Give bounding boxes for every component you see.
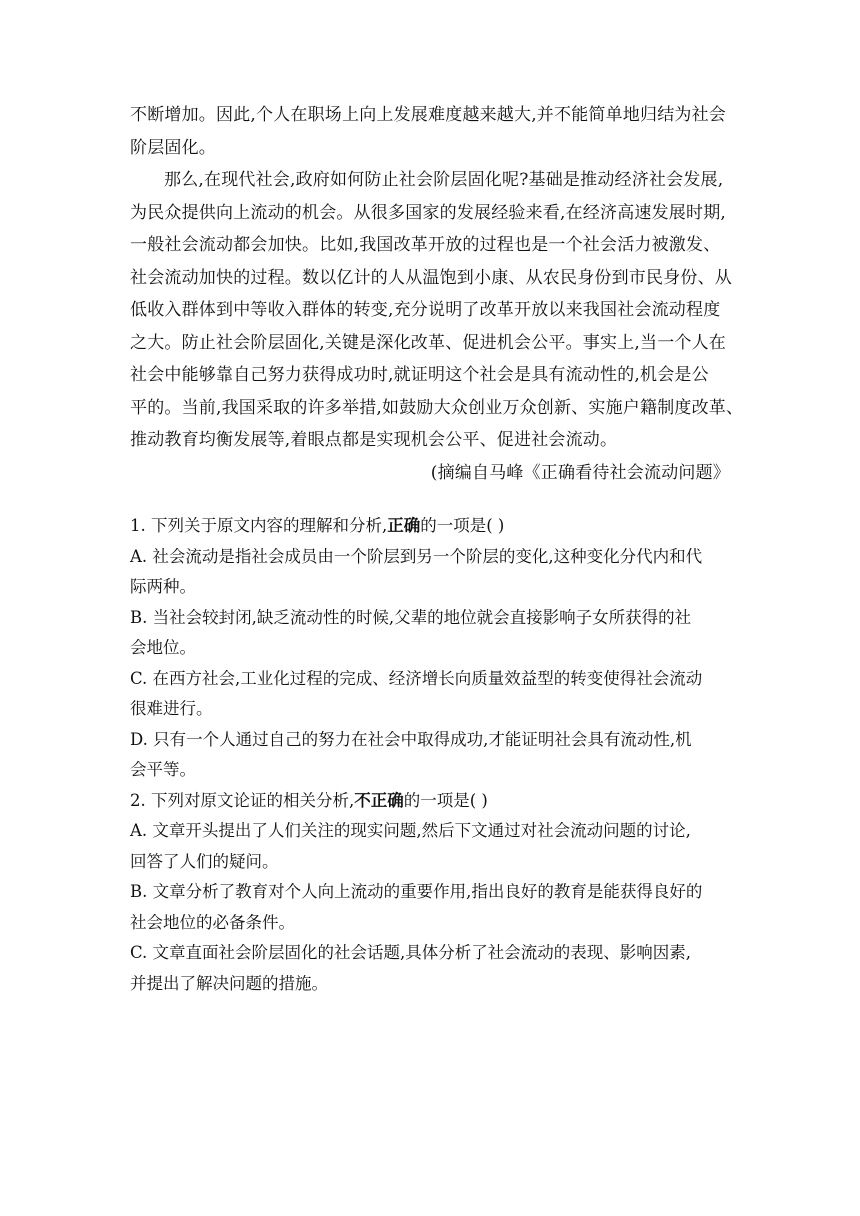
option-line: B. 当社会较封闭,缺乏流动性的时候,父辈的地位就会直接影响子女所获得的社 — [130, 607, 692, 627]
option-line: C. 文章直面社会阶层固化的社会话题,具体分析了社会流动的表现、影响因素, — [130, 943, 692, 962]
question-stem-emphasis: 不正确 — [354, 790, 404, 810]
passage-line: 推动教育均衡发展等,着眼点都是实现机会公平、促进社会流动。 — [130, 430, 618, 450]
passage-paragraph-2 — [130, 164, 744, 457]
question-stem-prefix: 2. 下列对原文论证的相关分析, — [130, 790, 355, 810]
option-line: 会平等。 — [130, 760, 196, 779]
option-line: 并提出了解决问题的措施。 — [130, 973, 328, 993]
option-line: A. 文章开头提出了人们关注的现实问题,然后下文通过对社会流动问题的讨论, — [130, 821, 691, 840]
option-line: C. 在西方社会,工业化过程的完成、经济增长向质量效益型的转变使得社会流动 — [130, 668, 703, 688]
option-a — [130, 816, 730, 877]
passage-line: 阶层固化。 — [130, 137, 216, 158]
passage-line: 一般社会流动都会加快。比如,我国改革开放的过程也是一个社会活力被激发、 — [130, 235, 721, 255]
passage-line: 社会中能够靠自己努力获得成功时,就证明这个社会是具有流动性的,机会是公 — [130, 365, 709, 385]
option-b — [130, 603, 730, 664]
passage-line: 平的。当前,我国采取的许多举措,如鼓励大众创业万众创新、实施户籍制度改革、 — [130, 397, 744, 418]
question-1 — [130, 511, 730, 786]
option-line: 很难进行。 — [130, 699, 213, 718]
option-line: D. 只有一个人通过自己的努力在社会中取得成功,才能证明社会具有流动性,机 — [130, 729, 692, 749]
passage-line: 低收入群体到中等收入群体的转变,充分说明了改革开放以来我国社会流动程度 — [130, 300, 721, 320]
passage — [130, 99, 744, 489]
option-line: B. 文章分析了教育对个人向上流动的重要作用,指出良好的教育是能获得良好的 — [130, 882, 703, 901]
option-d — [130, 725, 730, 786]
question-stem — [130, 511, 730, 542]
option-c — [130, 664, 730, 725]
passage-source: (摘编自马峰《正确看待社会流动问题》 — [430, 462, 730, 483]
passage-paragraph-1 — [130, 99, 730, 164]
passage-line: 之大。防止社会阶层固化,关键是深化改革、促进机会公平。事实上,当一个人在 — [130, 332, 727, 353]
option-a — [130, 542, 730, 603]
option-c — [130, 938, 730, 999]
passage-line: 不断增加。因此,个人在职场上向上发展难度越来越大,并不能简单地归结为社会 — [130, 105, 727, 125]
question-stem-suffix: 的一项是( ) — [403, 790, 488, 810]
option-line: 际两种。 — [130, 577, 196, 596]
passage-line: 社会流动加快的过程。数以亿计的人从温饱到小康、从农民身份到市民身份、从 — [130, 267, 732, 288]
option-line: 社会地位的必备条件。 — [130, 912, 295, 932]
question-2 — [130, 786, 730, 1000]
question-stem-suffix: 的一项是( ) — [420, 516, 505, 535]
passage-line: 那么,在现代社会,政府如何防止社会阶层固化呢?基础是推动经济社会发展, — [164, 170, 724, 190]
question-stem-emphasis: 正确 — [387, 516, 421, 535]
question-stem-prefix: 1. 下列关于原文内容的理解和分析, — [130, 516, 388, 535]
option-b — [130, 877, 730, 938]
questions — [130, 511, 730, 999]
option-line: 会地位。 — [130, 638, 196, 657]
option-line: 回答了人们的疑问。 — [130, 851, 279, 871]
passage-line: 为民众提供向上流动的机会。从很多国家的发展经验来看,在经济高速发展时期, — [130, 202, 727, 223]
question-stem — [130, 786, 730, 817]
option-line: A. 社会流动是指社会成员由一个阶层到另一个阶层的变化,这种变化分代内和代 — [130, 546, 703, 566]
